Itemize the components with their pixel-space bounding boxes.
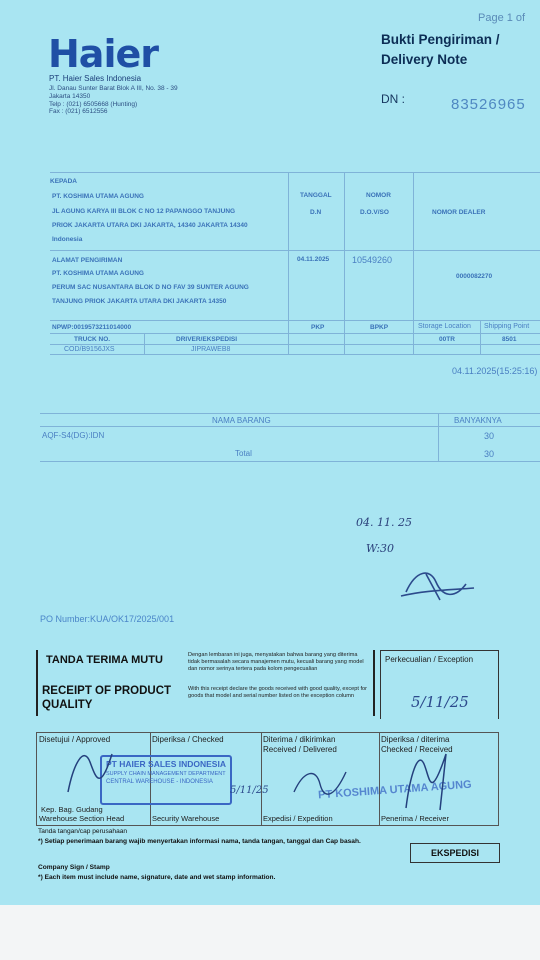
customer-country: Indonesia: [52, 236, 83, 243]
divider: [344, 172, 345, 354]
item-name: AQF-S4(DG):IDN: [42, 431, 105, 440]
shipping-value: 8501: [502, 336, 517, 343]
dealer-value: 0000082270: [456, 273, 493, 280]
shipping-label: Shipping Point: [484, 323, 530, 330]
total-label: Total: [235, 449, 252, 458]
printed-time: 04.11.2025(15:25:16): [452, 366, 538, 376]
company-name: PT. Haier Sales Indonesia: [49, 74, 142, 83]
address-line: Fax : (021) 6512556: [49, 108, 108, 116]
handwritten-date: 04. 11. 25: [356, 516, 412, 529]
ship-label: ALAMAT PENGIRIMAN: [52, 257, 123, 264]
approved-role-en: Warehouse Section Head: [39, 814, 125, 823]
column-item-name: NAMA BARANG: [212, 416, 271, 425]
tanggal-label: TANGGAL: [300, 192, 332, 199]
ship-address: PERUM SAC NUSANTARA BLOK D NO FAV 39 SUNTER AGUNG: [52, 284, 249, 291]
driver-label: DRIVER/EKSPEDISI: [176, 336, 238, 343]
title-line-1: Bukti Pengiriman /: [381, 32, 500, 47]
customer-name: PT. KOSHIMA UTAMA AGUNG: [52, 193, 144, 200]
stamp-line-2: SUPPLY CHAIN MANAGEMENT DEPARTMENT: [106, 771, 226, 777]
dn-number: 83526965: [451, 96, 526, 113]
sign-note: *) Setiap penerimaan barang wajib menyertakan informasi nama, tanda tangan, tanggal dan Cap basah.: [38, 838, 361, 845]
total-value: 30: [484, 449, 495, 459]
checked-label: Diperiksa / Checked: [152, 735, 224, 744]
ship-address: TANJUNG PRIOK JAKARTA UTARA DKI JAKARTA 14350: [52, 298, 227, 305]
tanggal-value: 04.11.2025: [297, 256, 330, 263]
divider: [413, 172, 414, 354]
divider: [50, 172, 540, 173]
receiver-stamp: PT KOSHIMA UTAMA AGUNG: [317, 778, 473, 802]
storage-label: Storage Location: [418, 323, 471, 330]
npwp: NPWP:0019573211014000: [52, 324, 132, 331]
address-line: Telp : (021) 6505668 (Hunting): [49, 100, 138, 108]
company-label: Company Sign / Stamp: [38, 864, 110, 871]
approved-role: Kep. Bag. Gudang: [41, 805, 103, 814]
dn-label: DN :: [381, 92, 405, 106]
quality-text-id: Dengan lembaran ini juga, menyatakan bahwa barang yang diterima tidak bermasalah secara manajemen mutu, kecuali barang yang model dan nomor serinya tertera pada kolom pengecualian: [188, 652, 364, 672]
divider: [480, 320, 481, 354]
delivered-label-en: Received / Delivered: [263, 745, 337, 754]
sign-label: Tanda tangan/cap perusahaan: [38, 828, 128, 835]
title-line-2: Delivery Note: [381, 52, 468, 67]
truck-value: COD/B9156JXS: [64, 346, 115, 353]
delivered-label: Diterima / dikirimkan: [263, 735, 336, 744]
dealer-label: NOMOR DEALER: [432, 209, 486, 216]
driver-value: JIPRAWEB8: [191, 346, 231, 353]
quality-section: [36, 650, 375, 716]
address-line: Jl. Danau Sunter Barat Blok A III, No. 38 - 39: [49, 85, 178, 92]
pkp-label: PKP: [311, 324, 325, 331]
divider: [50, 320, 540, 321]
expedition-signature: [290, 762, 350, 802]
quality-title-en: RECEIPT OF PRODUCT QUALITY: [42, 685, 172, 711]
stamp-line-1: PT HAIER SALES INDONESIA: [106, 759, 226, 769]
kepada-label: KEPADA: [50, 178, 77, 185]
received-label-en: Checked / Received: [381, 745, 453, 754]
company-note: *) Each item must include name, signature, date and wet stamp information.: [38, 874, 276, 881]
approved-label: Disetujui / Approved: [39, 735, 111, 744]
stamp-line-3: CENTRAL WAREHOUSE - INDONESIA: [106, 779, 213, 785]
document-title: [381, 30, 500, 70]
received-label: Diperiksa / diterima: [381, 735, 450, 744]
handwritten-time: W:30: [366, 542, 395, 555]
stamp-date: 5/11/25: [230, 785, 269, 796]
divider: [50, 333, 540, 334]
approver-signature: [60, 742, 120, 802]
bpkp-label: BPKP: [370, 324, 389, 331]
divider: [438, 413, 439, 461]
address-line: Jakarta 14350: [49, 92, 91, 100]
quality-title-id: TANDA TERIMA MUTU: [46, 654, 163, 666]
storage-value: 00TR: [439, 336, 455, 343]
haier-logo: Haier: [48, 32, 158, 76]
page-number: Page 1 of: [478, 12, 526, 24]
received-role: Penerima / Receiver: [381, 814, 449, 823]
po-number: PO Number:KUA/OK17/2025/001: [40, 614, 175, 624]
item-quantity: 30: [484, 431, 495, 441]
ship-name: PT. KOSHIMA UTAMA AGUNG: [52, 270, 144, 277]
customer-address: JL AGUNG KARYA III BLOK C NO 12 PAPANGGO TANJUNG: [52, 208, 236, 215]
company-address: [49, 85, 178, 116]
receiver-signature: [400, 746, 460, 816]
exception-date: 5/11/25: [411, 693, 469, 711]
divider: [40, 413, 540, 414]
tanggal-sub: D.N: [310, 209, 322, 216]
divider: [40, 461, 540, 462]
divider: [288, 172, 289, 354]
divider: [50, 344, 540, 345]
exception-label: Perkecualian / Exception: [385, 655, 474, 664]
nomor-sub: D.O.V/SO: [360, 209, 389, 216]
column-quantity: BANYAKNYA: [454, 416, 502, 425]
exception-box: [380, 650, 499, 719]
divider: [144, 333, 145, 354]
truck-label: TRUCK NO.: [74, 336, 111, 343]
delivered-role: Expedisi / Expedition: [263, 814, 333, 823]
divider: [50, 354, 540, 355]
signature-scribble: [396, 560, 476, 605]
quality-text-en: With this receipt declare the goods received with good quality, except for goods that model and serial number listed on the exception column: [188, 686, 367, 699]
checked-role: Security Warehouse: [152, 814, 220, 823]
divider: [50, 250, 540, 251]
nomor-label: NOMOR: [366, 192, 391, 199]
divider: [40, 426, 540, 427]
customer-address: PRIOK JAKARTA UTARA DKI JAKARTA, 14340 JAKARTA 14340: [52, 222, 248, 229]
nomor-value: 10549260: [352, 255, 393, 265]
copy-label: EKSPEDISI: [410, 843, 500, 863]
